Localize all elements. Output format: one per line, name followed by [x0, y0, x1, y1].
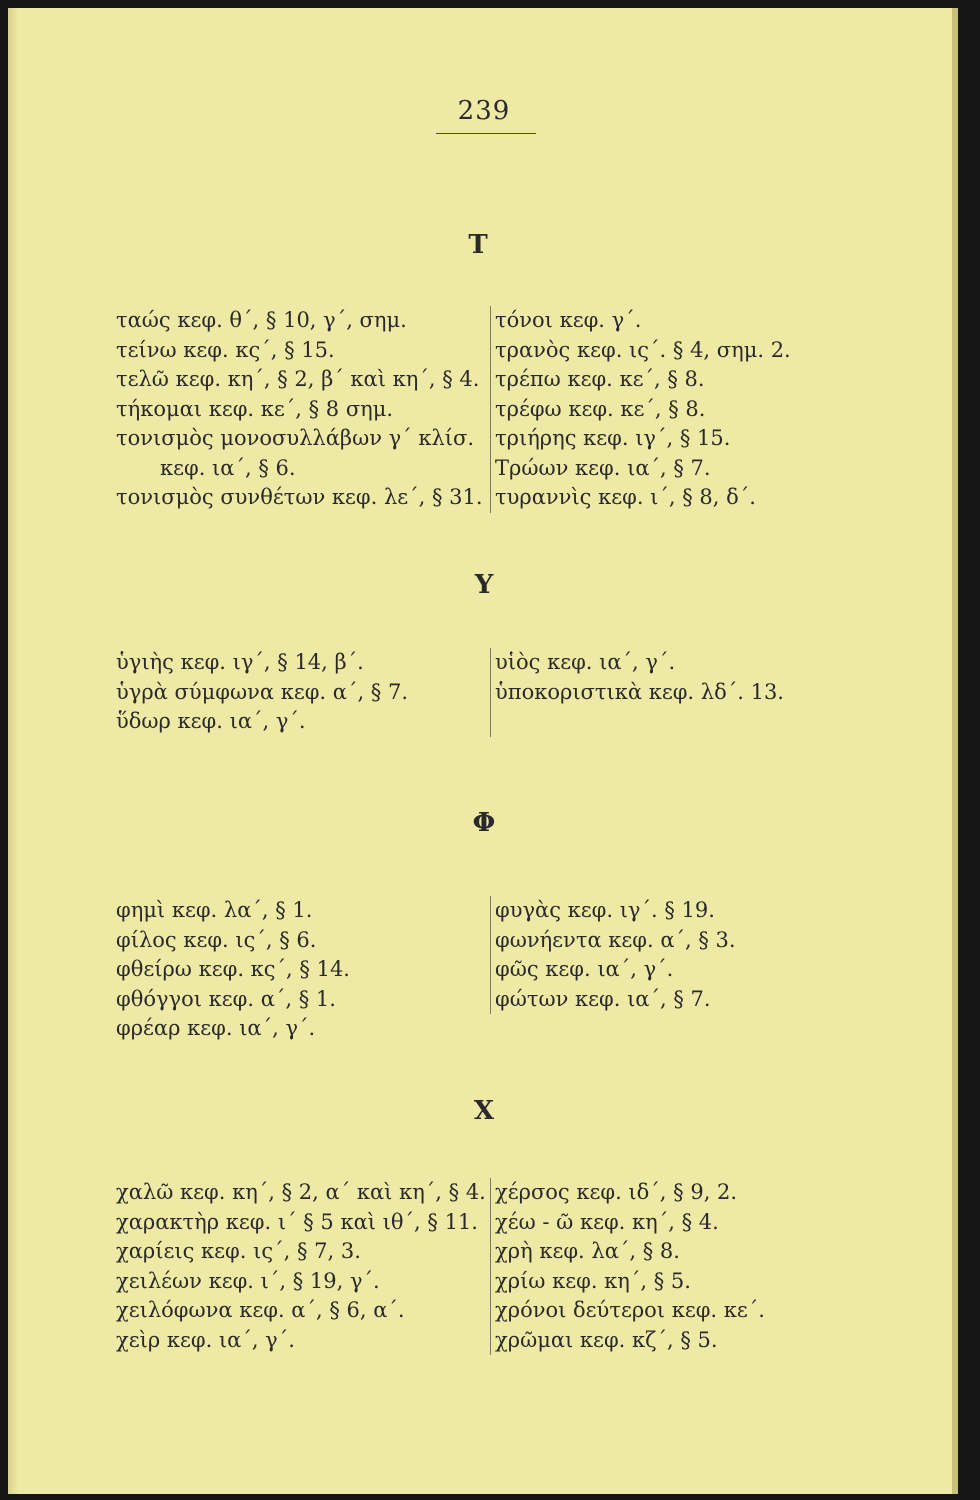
index-entry: χέω - ῶ κεφ. κη΄, § 4. [495, 1209, 719, 1234]
index-entry: τονισμὸς μονοσυλλάβων γ΄ κλίσ. [116, 426, 475, 450]
index-entry: τρανὸς κεφ. ις΄. § 4, σημ. 2. [495, 337, 791, 362]
index-entry: φῶς κεφ. ια΄, γ΄. [495, 957, 674, 981]
index-entry: τονισμὸς συνθέτων κεφ. λε΄, § 31. [116, 485, 483, 509]
index-entry: κεφ. ια΄, § 6. [160, 455, 296, 480]
index-entry: υἱὸς κεφ. ια΄, γ΄. [495, 650, 676, 674]
index-entry: φωνήεντα κεφ. α΄, § 3. [495, 927, 736, 952]
index-entry: φθόγγοι κεφ. α΄, § 1. [116, 986, 336, 1011]
index-entry: φρέαρ κεφ. ια΄, γ΄. [116, 1016, 316, 1040]
index-entry: τελῶ κεφ. κη΄, § 2, β΄ καὶ κη΄, § 4. [116, 367, 480, 391]
index-entry: φθείρω κεφ. κς΄, § 14. [116, 957, 350, 981]
index-entry: χρίω κεφ. κη΄, § 5. [495, 1268, 691, 1293]
index-entry: τυραννὶς κεφ. ι΄, § 8, δ΄. [495, 485, 756, 509]
index-entry: φημὶ κεφ. λα΄, § 1. [116, 898, 313, 922]
section-tau-right-column [490, 306, 935, 513]
index-entry: χαλῶ κεφ. κη΄, § 2, α΄ καὶ κη΄, § 4. [116, 1180, 486, 1204]
index-entry: τρέφω κεφ. κε΄, § 8. [495, 396, 706, 421]
index-entry: χειλέων κεφ. ι΄, § 19, γ΄. [116, 1268, 380, 1293]
index-entry: χέρσος κεφ. ιδ΄, § 9, 2. [495, 1180, 738, 1204]
index-entry: χαρίεις κεφ. ις΄, § 7, 3. [116, 1239, 361, 1263]
section-chi-right-column [490, 1178, 935, 1355]
index-entry: χρῶμαι κεφ. κζ΄, § 5. [495, 1327, 718, 1352]
index-entry: φίλος κεφ. ις΄, § 6. [116, 927, 317, 952]
page-number-rule [436, 133, 536, 134]
section-heading-phi: Φ [472, 808, 496, 838]
page-binding-edge [8, 8, 18, 1494]
index-entry: χρὴ κεφ. λα΄, § 8. [495, 1239, 680, 1263]
page-number: 239 [457, 96, 511, 126]
index-entry: τήκομαι κεφ. κε΄, § 8 σημ. [116, 396, 394, 421]
section-upsilon-right-column [490, 648, 935, 737]
index-entry: ὕδωρ κεφ. ια΄, γ΄. [116, 709, 306, 733]
section-heading-upsilon: Υ [474, 570, 494, 600]
index-entry: ὑγιὴς κεφ. ιγ΄, § 14, β΄. [116, 650, 364, 674]
section-phi-right-column [490, 896, 935, 1014]
book-page [8, 8, 958, 1494]
index-entry: χρόνοι δεύτεροι κεφ. κε΄. [495, 1298, 765, 1322]
index-entry: χειλόφωνα κεφ. α΄, § 6, α΄. [116, 1298, 405, 1322]
index-entry: τριήρης κεφ. ιγ΄, § 15. [495, 426, 731, 450]
index-entry: Τρώων κεφ. ια΄, § 7. [495, 455, 711, 480]
index-entry: φυγὰς κεφ. ιγ΄. § 19. [495, 898, 715, 922]
index-entry: φώτων κεφ. ια΄, § 7. [495, 986, 711, 1011]
index-entry: ὑγρὰ σύμφωνα κεφ. α΄, § 7. [116, 679, 409, 704]
index-entry: ταώς κεφ. θ΄, § 10, γ΄, σημ. [116, 308, 407, 332]
section-heading-tau: Τ [468, 230, 488, 260]
index-entry: ὑποκοριστικὰ κεφ. λδ΄. 13. [495, 679, 784, 704]
index-entry: τόνοι κεφ. γ΄. [495, 308, 642, 332]
section-heading-chi: Χ [473, 1096, 495, 1126]
index-entry: τρέπω κεφ. κε΄, § 8. [495, 367, 705, 391]
index-entry: χεὶρ κεφ. ια΄, γ΄. [116, 1327, 295, 1352]
index-entry: τείνω κεφ. κς΄, § 15. [116, 337, 335, 362]
index-entry: χαρακτὴρ κεφ. ι΄ § 5 καὶ ιθ΄, § 11. [116, 1209, 478, 1234]
